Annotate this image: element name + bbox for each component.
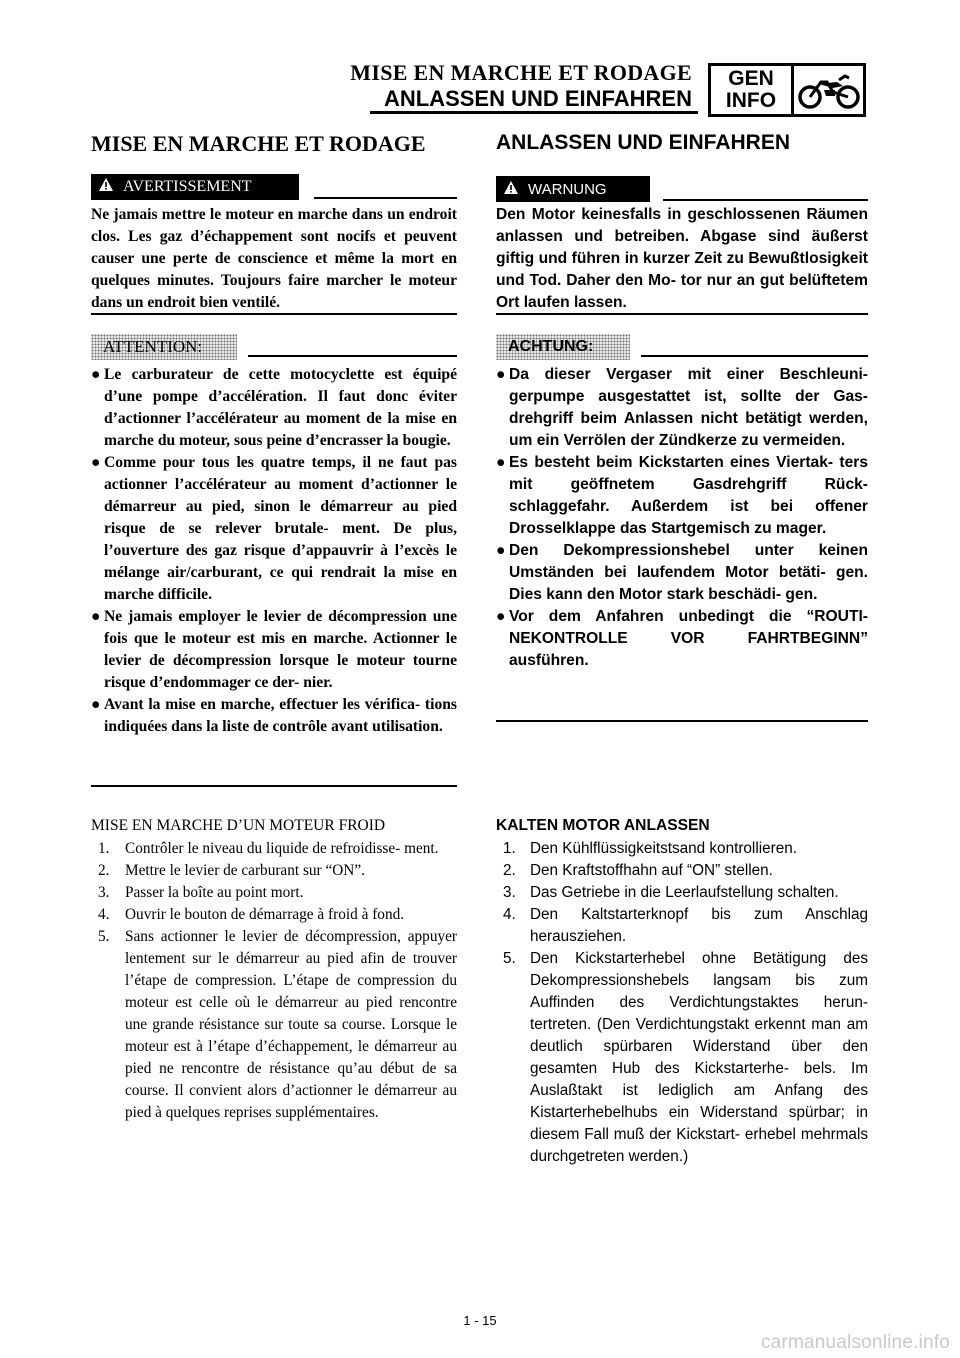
warning-triangle-icon [99,178,113,196]
warning-badge-fr [91,174,299,200]
step-item: 1. Contrôler le niveau du liquide de refroidisse- ment. [98,840,439,857]
step-item: 2. Mettre le levier de carburant sur “ON”. [98,862,365,879]
attention-list-fr [91,364,457,738]
step-item: 3. Das Getriebe in die Leerlaufstellung schalten. [503,884,839,901]
attention-item: ● Es besteht beim Kickstarten eines Viertak- ters mit geöffnetem Gasdrehgriff Rück- schlaggefahr. Außerdem ist bei offener Drosselklappe das Startgemisch zu mager. [496,454,868,537]
gen-info-label [711,66,794,114]
badge-rule [314,197,457,199]
left-section-title: MISE EN MARCHE ET RODAGE [91,131,426,156]
badge-line2: INFO [725,89,777,112]
step-item: 4. Ouvrir le bouton de démarrage à froid à fond. [98,906,405,923]
step-item: 5. Sans actionner le levier de décompression, appuyer lentement sur le démarreur au pied afin de trouver l’étape de compression. L’étape de compression du moteur est celle où le démarreur au pied rencontre une grande résistance sur toute sa course. Lorsque le moteur est à l’étape d’échappement, le démarreur au pied ne rencontre de résistance qu’au début de sa course. Il convient alors d’actionner le démarreur au pied à quelques reprises supplémentaires. [98,928,457,1121]
warning-triangle-icon [504,181,518,198]
attention-badge-de [496,334,630,360]
attention-item: ● Avant la mise en marche, effectuer les vérifica- tions indiquées dans la liste de contrôle avant utilisation. [91,696,457,735]
page-number: 1 - 15 [463,1313,497,1328]
attention-end-rule [91,785,457,787]
cold-start-steps-de [496,838,868,1168]
step-item: 5. Den Kickstarterhebel ohne Betätigung des Dekompressionshebels langsam bis zum Auffinden des Verdichtungstaktes herun- tertreten. (Den Verdichtungstakt erkennt man am deutlich spürbaren Widerstand über den gesamten Hub des Kickstarterhe- bels. Im Auslaßtakt ist lediglich am Anfang des Kistarterhebelhubs ein Widerstand spürbar; in diesem Fall muß der Kickstart- erhebel mehrmals durchgetreten werden.) [503,950,868,1165]
step-item: 1. Den Kühlflüssigkeitstsand kontrollieren. [503,840,797,857]
badge-rule [248,355,457,357]
badge-rule [663,199,868,201]
warning-label: WARNUNG [528,180,607,198]
watermark: carmanualsonline.info [760,1332,950,1353]
cold-start-title-de: KALTEN MOTOR ANLASSEN [496,817,710,834]
attention-item: ● Comme pour tous les quatre temps, il ne faut pas actionner l’accélérateur au moment d’actionner le démarreur au pied, sinon le démarreur au pied risque de se relever brutale- ment. De plus, l’ouverture des gaz risque d’appauvrir à l’excès le mélange air/carburant, ce qui rendrait la mise en marche difficile. [91,454,457,603]
header-title-de: ANLASSEN UND EINFAHREN [383,86,692,111]
attention-end-rule [496,720,868,722]
step-item: 4. Den Kaltstarterknopf bis zum Anschlag herausziehen. [503,906,868,945]
step-item: 2. Den Kraftstoffhahn auf “ON” stellen. [503,862,773,879]
right-section-title: ANLASSEN UND EINFAHREN [496,131,791,154]
attention-item: ● Da dieser Vergaser mit einer Beschleuni- gerpumpe ausgestattet ist, sollte der Gas- drehgriff beim Anlassen nicht betätigt werden, um ein Verrölen der Zündkerze zu vermeiden. [496,366,868,449]
warning-text-fr: Ne jamais mettre le moteur en marche dans un endroit clos. Les gaz d’échappement sont nocifs et peuvent causer une perte de conscience et même la mort en quelques minutes. Toujours faire marcher le moteur dans un endroit bien ventilé. [91,206,457,311]
warning-end-rule [496,313,868,315]
attention-item: ● Ne jamais employer le levier de décompression une fois que le moteur est mis en marche. Actionner le levier de décompression lorsque le moteur tourne risque d’endommager ce der- nier. [91,608,457,691]
warning-text-de: Den Motor keinesfalls in geschlossenen Räumen anlassen und betreiben. Abgase sind äußerst giftig und führen in kurzer Zeit zu Bewußtlosigkeit und Tod. Daher den Mo- tor nur an gut belüftetem Ort laufen lassen. [496,206,868,311]
warning-label: AVERTISSEMENT [123,178,252,195]
attention-item: ● Le carburateur de cette motocyclette est équipé d’une pompe d’accélération. Il faut donc éviter d’actionner l’accélérateur au moment de la mise en marche du moteur, sous peine d’encrasser la bougie. [91,366,457,449]
header-rule [370,111,698,114]
attention-item: ● Vor dem Anfahren unbedingt die “ROUTI- NEKONTROLLE VOR FAHRTBEGINN” ausführen. [496,608,868,669]
header-title-fr: MISE EN MARCHE ET RODAGE [350,60,692,85]
badge-line1: GEN [728,67,774,90]
attention-badge-fr [91,334,237,360]
motorcycle-icon [794,66,863,114]
section-badge [708,63,866,117]
cold-start-title-fr: MISE EN MARCHE D’UN MOTEUR FROID [91,817,386,834]
warning-end-rule [91,313,457,315]
step-item: 3. Passer la boîte au point mort. [98,884,304,901]
attention-list-de [496,364,868,672]
attention-label: ACHTUNG: [508,338,594,355]
attention-label: ATTENTION: [103,337,203,356]
warning-badge-de [496,176,650,202]
cold-start-steps-fr [91,838,457,1124]
attention-item: ● Den Dekompressionshebel unter keinen Umständen bei laufendem Motor betäti- gen. Dies kann den Motor stark beschädi- gen. [496,542,868,603]
badge-rule [641,355,868,357]
